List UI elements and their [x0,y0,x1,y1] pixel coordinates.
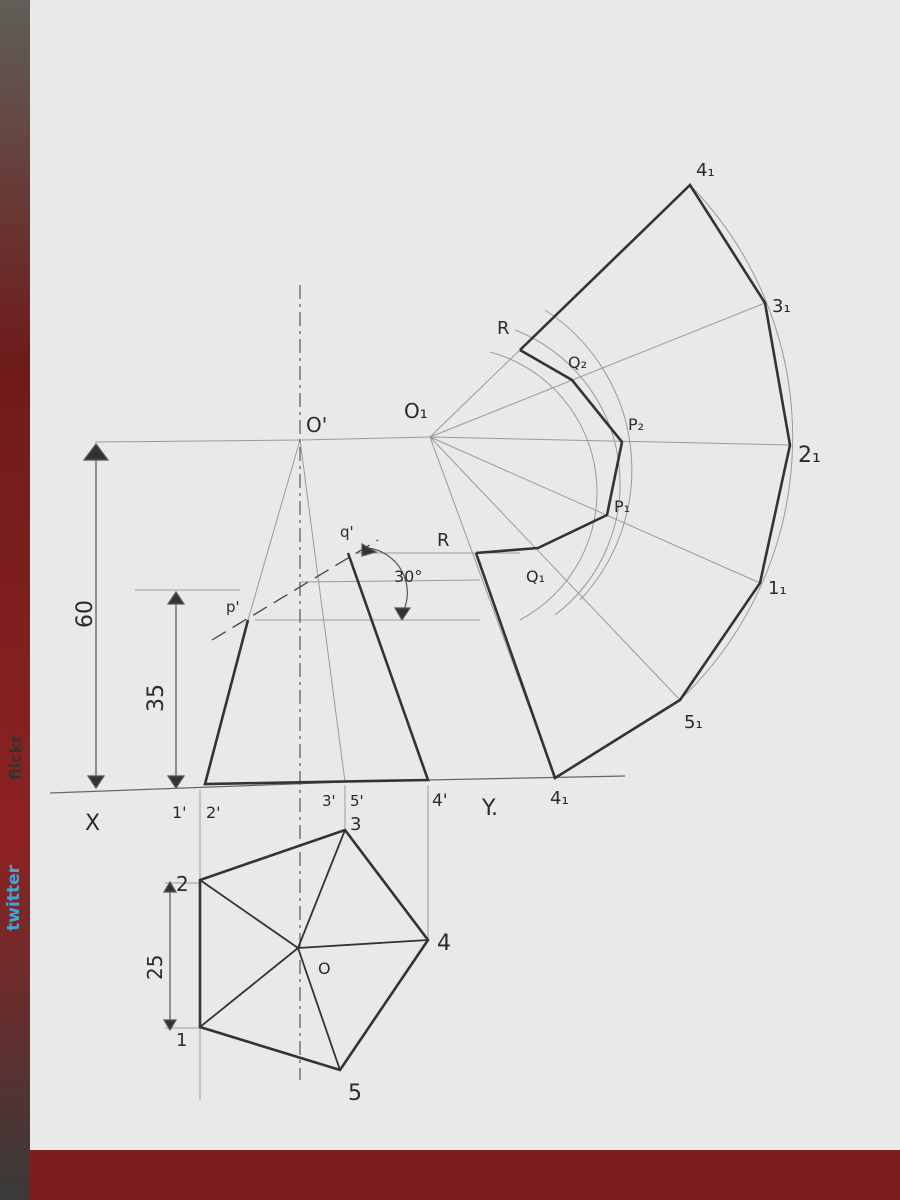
label-vertex-4: 4 [437,931,451,956]
dim35-top-arrow [168,592,184,604]
label-q: q' [340,523,354,541]
top-view-pentagon [200,830,428,1070]
label-dim-25: 25 [143,954,167,980]
flickr-logo-text: flickr [6,735,25,781]
label-r-top: R [497,318,510,339]
label-dim-60: 60 [73,600,98,628]
label-o1: O₁ [404,399,428,423]
label-apex: O' [306,413,328,437]
front-view-outline [205,553,428,784]
label-r-bottom: R [437,530,450,551]
apex-to-o1-line [302,437,430,440]
dimension-lines [84,444,410,1030]
label-gen-21: 2₁ [798,443,821,468]
dev-line-51 [430,437,680,700]
label-centre-o: O [318,959,331,978]
twitter-logo-text: twitter [4,865,24,931]
label-gen-41-bottom: 4₁ [550,788,569,809]
label-gen-31: 3₁ [772,296,791,317]
label-y: Y. [482,796,498,821]
label-p1: P₁ [614,497,631,516]
label-gen-11: 1₁ [768,578,787,599]
dim60-bottom-arrow [88,776,104,788]
dim35-bottom-arrow [168,776,184,788]
label-vertex-2: 2 [176,872,189,896]
label-1-prime: 1' [172,803,187,822]
generator-o-3 [300,440,345,782]
label-angle: 30° [394,567,423,586]
label-3-prime: 3' [322,792,336,810]
section-mid-line [300,580,480,582]
label-vertex-5: 5 [348,1081,362,1106]
o1-to-21-line [430,437,790,445]
label-p2: P₂ [628,415,645,434]
dev-line-31 [430,303,765,437]
generator-o-p [248,440,300,620]
label-2-prime: 2' [206,803,221,822]
angle-arrow-bottom [395,608,410,620]
development-outline [476,185,790,778]
label-q2: Q₂ [568,353,588,372]
label-gen-51: 5₁ [684,712,703,733]
dim60-top-arrow [84,444,108,460]
label-5-prime: 5' [350,792,364,810]
label-q1: Q₁ [526,567,546,586]
label-vertex-3: 3 [350,814,362,835]
label-x: X [85,811,101,836]
xy-reference-line-right [428,776,625,780]
label-p: p' [226,598,240,616]
label-dim-35: 35 [144,684,169,712]
label-4-prime: 4' [432,791,448,811]
top-view-diagonals [200,830,428,1070]
label-vertex-1: 1 [176,1030,188,1051]
apex-projector-line [95,440,300,442]
label-gen-41-top: 4₁ [696,160,715,181]
